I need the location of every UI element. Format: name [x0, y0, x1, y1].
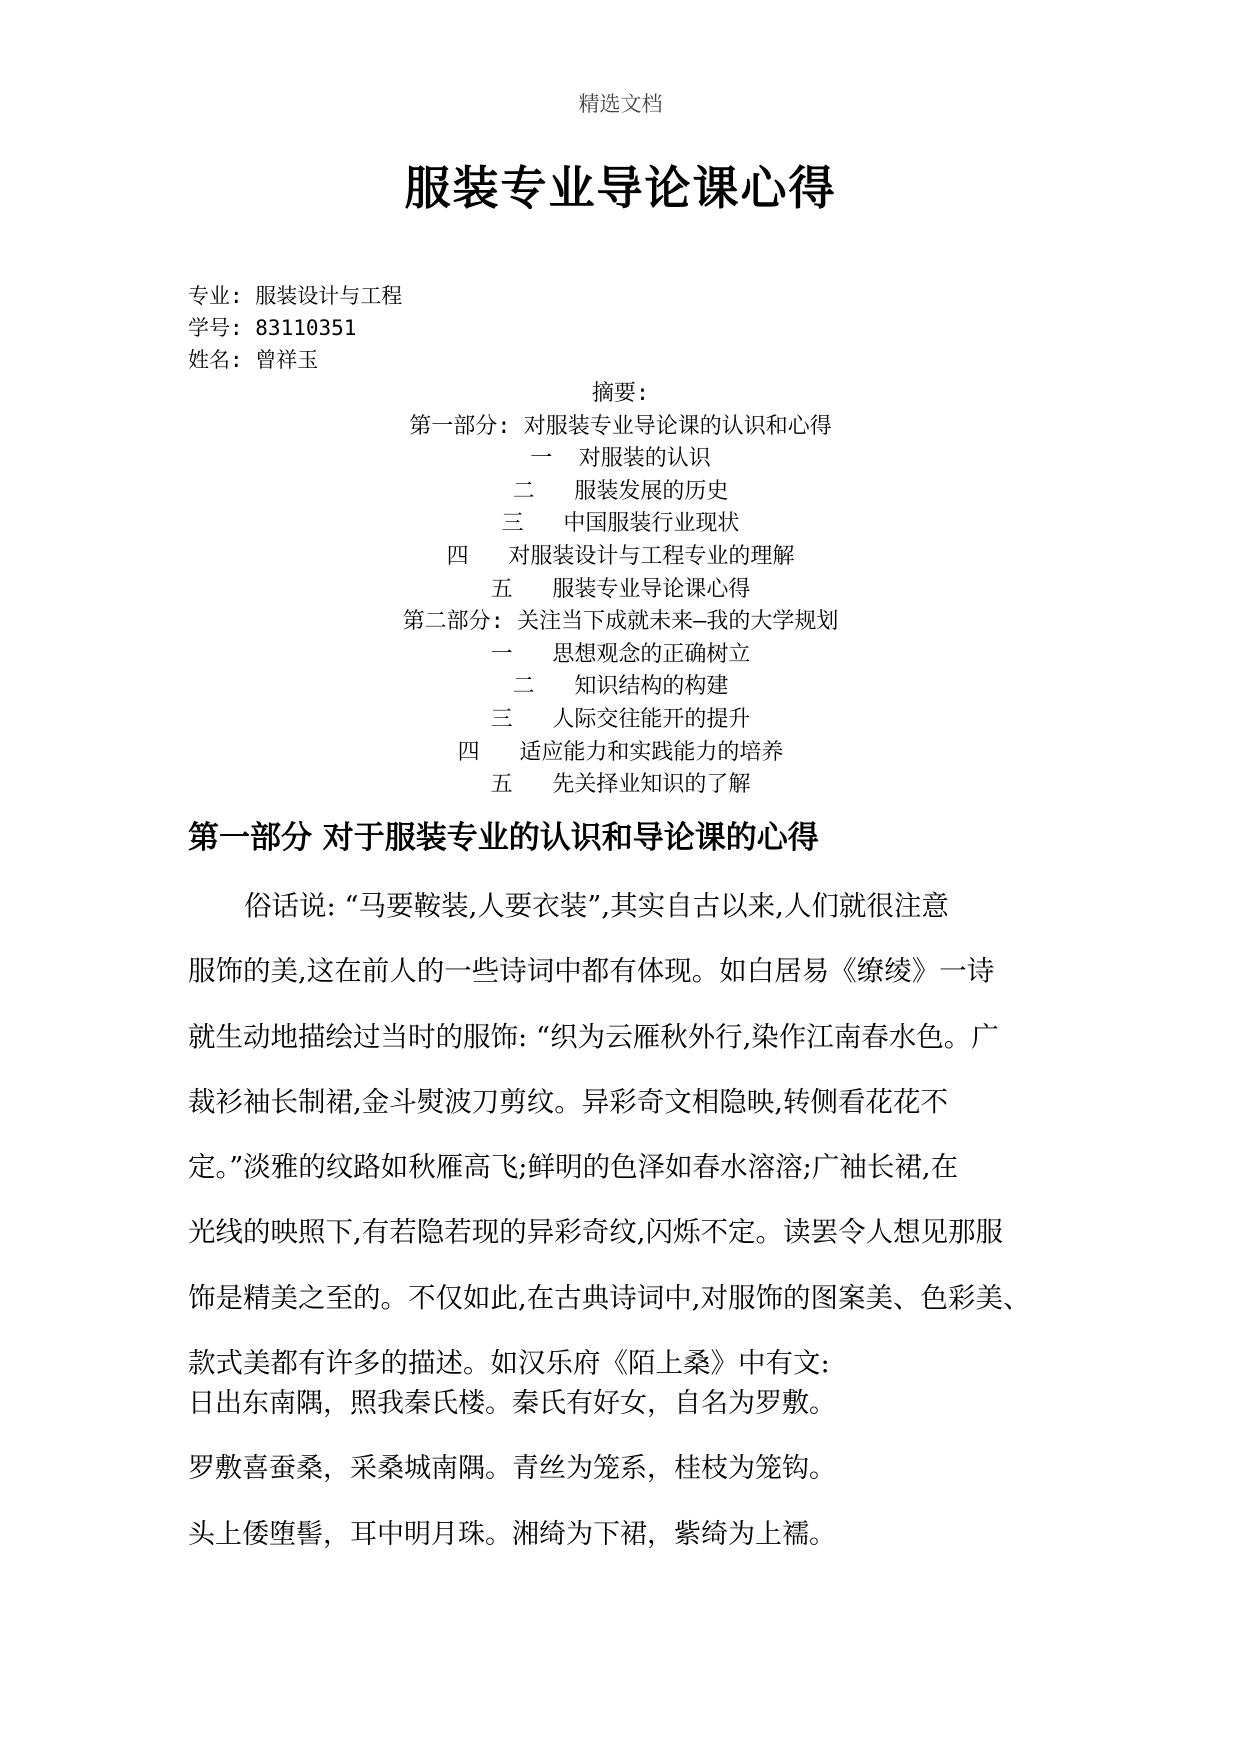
name-line: 姓名: 曾祥玉 — [188, 348, 319, 372]
poem-line: 罗敷喜蚕桑，采桑城南隅。青丝为笼系，桂枝为笼钩。 — [188, 1453, 836, 1485]
paragraph-line: 服饰的美,这在前人的一些诗词中都有体现。如白居易《缭绫》一诗 — [188, 955, 995, 988]
header-note: 精选文档 — [578, 92, 663, 116]
abstract-outline — [0, 378, 1241, 802]
body-paragraph — [188, 874, 1058, 1396]
paragraph-line: 裁衫袖长制裙,金斗熨波刀剪纹。异彩奇文相隐映,转侧看花花不 — [188, 1085, 948, 1118]
paragraph-line: 款式美都有许多的描述。如汉乐府《陌上桑》中有文: — [188, 1347, 830, 1380]
section-heading: 第一部分 对于服装专业的认识和导论课的心得 — [188, 820, 819, 856]
paragraph-line: 定。”淡雅的纹路如秋雁高飞;鲜明的色泽如春水溶溶;广袖长裙,在 — [188, 1151, 959, 1184]
poem-quote — [188, 1371, 836, 1567]
student-id-line: 学号: 83110351 — [188, 316, 357, 340]
paragraph-line: 俗话说: “马要鞍装,人要衣装”,其实自古以来,人们就很注意 — [244, 890, 949, 922]
outline-item: 第一部分: 对服装专业导论课的认识和心得 — [409, 413, 832, 439]
paragraph-line: 饰是精美之至的。不仅如此,在古典诗词中,对服饰的图案美、色彩美、 — [188, 1281, 1031, 1314]
major-line: 专业: 服装设计与工程 — [188, 284, 403, 308]
outline-item: 三 中国服装行业现状 — [501, 511, 740, 537]
student-info — [188, 280, 402, 376]
outline-item: 四 对服装设计与工程专业的理解 — [446, 543, 795, 569]
outline-item: 五 服装专业导论课心得 — [490, 576, 751, 602]
paragraph-line: 光线的映照下,有若隐若现的异彩奇纹,闪烁不定。读罢令人想见那服 — [188, 1216, 1003, 1249]
outline-item: 第二部分: 关注当下成就未来—我的大学规划 — [402, 609, 839, 635]
outline-item: 一 思想观念的正确树立 — [490, 641, 751, 667]
outline-item: 三 人际交往能开的提升 — [490, 706, 751, 732]
abstract-label: 摘要: — [591, 381, 650, 406]
outline-item: 二 知识结构的构建 — [512, 674, 729, 700]
outline-item: 四 适应能力和实践能力的培养 — [457, 739, 784, 765]
outline-item: 五 先关择业知识的了解 — [490, 772, 751, 798]
paragraph-line: 就生动地描绘过当时的服饰: “织为云雁秋外行,染作江南春水色。广 — [188, 1020, 999, 1053]
outline-item: 二 服装发展的历史 — [512, 478, 729, 504]
outline-item: 一 对服装的认识 — [530, 446, 711, 472]
document-title: 服装专业导论课心得 — [404, 161, 837, 215]
poem-line: 日出东南隅，照我秦氏楼。秦氏有好女，自名为罗敷。 — [188, 1388, 836, 1419]
poem-line: 头上倭堕髻，耳中明月珠。湘绮为下裙，紫绮为上襦。 — [188, 1518, 836, 1550]
